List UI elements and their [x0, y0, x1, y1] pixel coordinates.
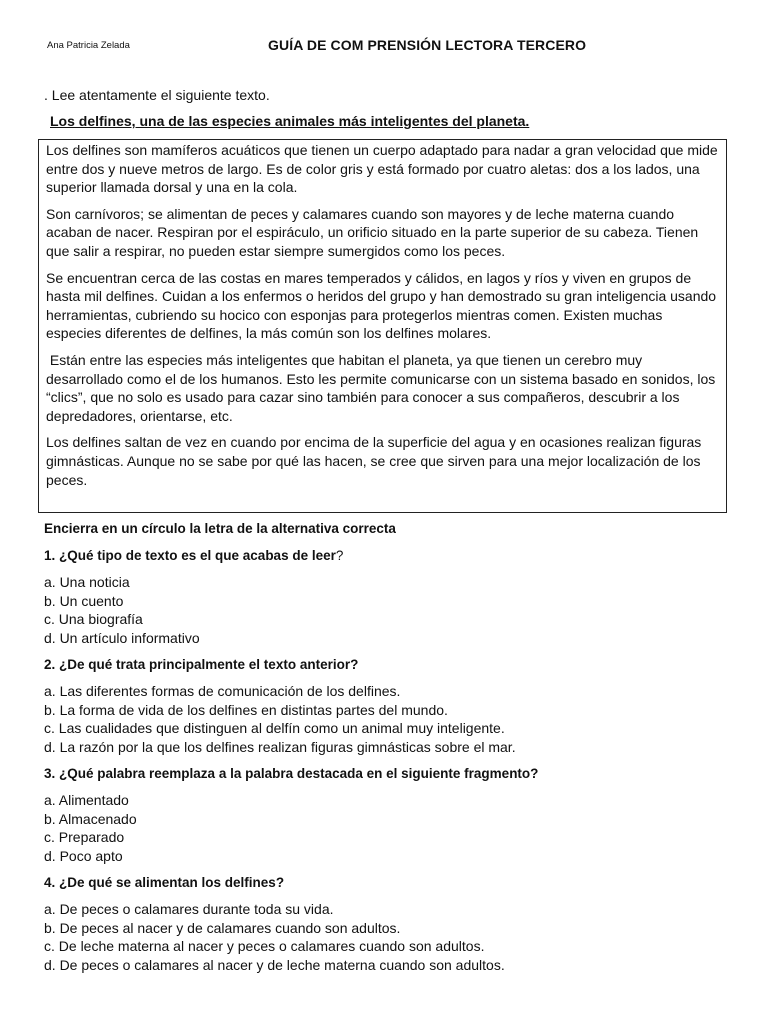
question-4	[44, 874, 734, 975]
question-text	[44, 547, 734, 566]
option-4d[interactable]: d. De peces o calamares al nacer y de leche materna cuando son adultos.	[44, 956, 505, 973]
question-4-text: 4. ¿De qué se alimentan los delfines?	[44, 874, 285, 890]
option-2b[interactable]: b. La forma de vida de los delfines en distintas partes del mundo.	[44, 701, 448, 718]
page-title: GUÍA DE COM PRENSIÓN LECTORA TERCERO	[268, 37, 587, 53]
reading-title: Los delfines, una de las especies animales más inteligentes del planeta.	[50, 113, 530, 129]
reading-paragraph-2: Son carnívoros; se alimentan de peces y calamares cuando son mayores y de leche materna cuando acaban de nacer. Respiran por el espiráculo, un orificio situado en la parte superior de su cabeza. Tienen que salir a respirar, no pueden estar siempre sumergidos como los peces.	[46, 205, 699, 259]
option-4b[interactable]: b. De peces al nacer y de calamares cuando son adultos.	[44, 919, 401, 936]
option-4c[interactable]: c. De leche materna al nacer y peces o calamares cuando son adultos.	[44, 938, 485, 955]
option-1d[interactable]: d. Un artículo informativo	[44, 629, 200, 646]
question-1-text: 1. ¿Qué tipo de texto es el que acabas de leer	[44, 547, 336, 563]
question-2	[44, 656, 734, 757]
reading-paragraph-1: Los delfines son mamíferos acuáticos que tienen un cuerpo adaptado para nadar a gran velocidad que mide entre dos y nueve metros de largo. Es de color gris y está formado por cuatro aletas: dos a los lados, una superior llamada dorsal y una en la cola.	[46, 142, 718, 196]
option-1c[interactable]: c. Una biografía	[44, 611, 143, 628]
question-3-text: 3. ¿Qué palabra reemplaza a la palabra destacada en el siguiente fragmento?	[44, 765, 539, 781]
option-2a[interactable]: a. Las diferentes formas de comunicación de los delfines.	[44, 683, 401, 700]
option-3b[interactable]: b. Almacenado	[44, 810, 137, 827]
option-3c[interactable]: c. Preparado	[44, 829, 125, 846]
question-2-text: 2. ¿De qué trata principalmente el texto anterior?	[44, 656, 359, 672]
author-name: Ana Patricia Zelada	[47, 40, 130, 51]
quiz-instruction: Encierra en un círculo la letra de la alternativa correcta	[44, 521, 396, 536]
reading-instruction: . Lee atentamente el siguiente texto.	[44, 87, 270, 103]
option-2c[interactable]: c. Las cualidades que distinguen al delfín como un animal muy inteligente.	[44, 720, 505, 737]
option-1a[interactable]: a. Una noticia	[44, 574, 130, 591]
option-3d[interactable]: d. Poco apto	[44, 847, 123, 864]
reading-paragraph-3: Se encuentran cerca de las costas en mares temperados y cálidos, en lagos y ríos y viven en grupos de hasta mil delfines. Cuidan a los enfermos o heridos del grupo y han demostrado su gran inteligencia usando herramientas, cubriendo su hocico con esponjas para protegerlos mientras comen. Existen muchas especies diferentes de delfines, la más común son los delfines molares.	[46, 269, 717, 342]
option-3a[interactable]: a. Alimentado	[44, 792, 129, 809]
question-1	[44, 547, 734, 648]
reading-paragraph-4: Están entre las especies más inteligentes que habitan el planeta, ya que tienen un cerebro muy desarrollado como el de los humanos. Esto les permite comunicarse con un sistema basado en sonidos, los “clics”, que no solo es usado para cazar sino también para conocer a sus compañeros, descubrir a los depredadores, orientarse, etc.	[46, 351, 720, 424]
reading-text-box	[38, 139, 727, 513]
reading-paragraph-5: Los delfines saltan de vez en cuando por encima de la superficie del agua y en ocasiones realizan figuras gimnásticas. Aunque no se sabe por qué las hacen, se cree que sirven para una mejor localización de los peces.	[46, 434, 702, 488]
question-3	[44, 765, 734, 866]
option-1b[interactable]: b. Un cuento	[44, 592, 124, 609]
question-1-suffix: ?	[335, 547, 344, 563]
quiz-section	[44, 520, 734, 982]
option-4a[interactable]: a. De peces o calamares durante toda su vida.	[44, 901, 334, 918]
option-2d[interactable]: d. La razón por la que los delfines realizan figuras gimnásticas sobre el mar.	[44, 738, 516, 755]
